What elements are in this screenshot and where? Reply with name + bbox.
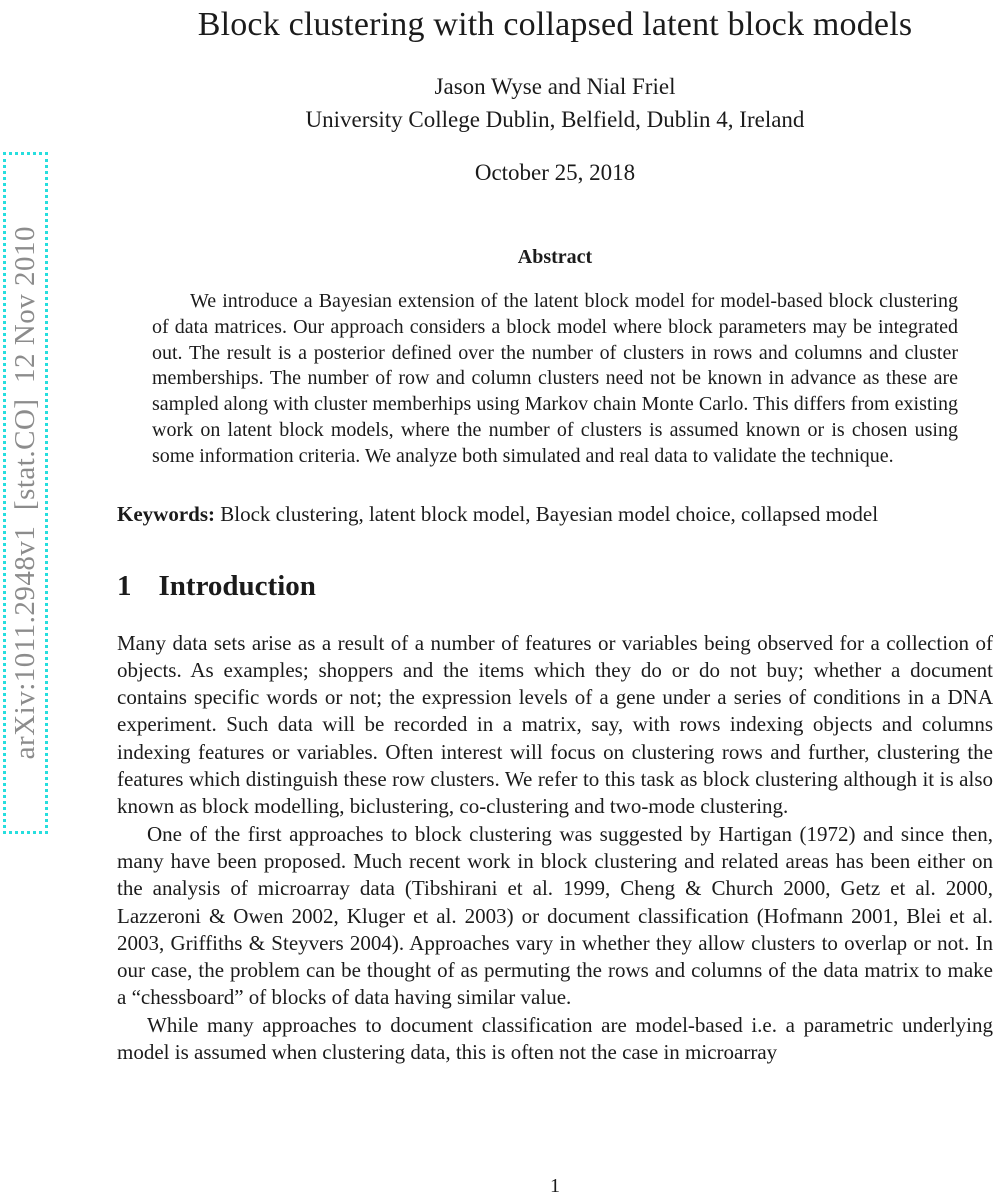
paper-authors: Jason Wyse and Nial Friel xyxy=(434,74,676,99)
intro-paragraph-3: While many approaches to document classification are model-based i.e. a parametric underlying model is assumed when clustering data, this is often not the case in microarray xyxy=(117,1012,993,1065)
intro-paragraph-1: Many data sets arise as a result of a number of features or variables being observed for a collection of objects. As examples; shoppers and the items which they do or do not buy; whether a document contains specific words or not; the expression levels of a gene under a series of conditions in a DNA experiment. Such data will be recorded in a matrix, say, with rows indexing objects and columns indexing features or variables. Often interest will focus on clustering rows and further, clustering the features which distinguish these row clusters. We refer to this task as block clustering although it is also known as block modelling, biclustering, co-clustering and two-mode clustering. xyxy=(117,630,993,819)
abstract-heading: Abstract xyxy=(517,246,593,268)
keywords-text: Block clustering, latent block model, Bayesian model choice, collapsed model xyxy=(215,501,879,526)
keywords-line xyxy=(117,501,993,528)
paper-content xyxy=(117,0,993,1066)
arxiv-identifier-text: arXiv:1011.2948v1 [stat.CO] 12 Nov 2010 xyxy=(9,226,41,760)
paper-affiliation: University College Dublin, Belfield, Dublin 4, Ireland xyxy=(305,107,805,132)
paper-date: October 25, 2018 xyxy=(474,160,636,185)
section-heading-introduction xyxy=(117,570,993,603)
abstract-block xyxy=(152,246,958,470)
page-number: 1 xyxy=(550,1175,560,1197)
section-number: 1 xyxy=(117,569,132,602)
keywords-label: Keywords: xyxy=(117,501,215,526)
arxiv-stamp-box xyxy=(3,152,48,834)
paper-title: Block clustering with collapsed latent block models xyxy=(197,6,913,43)
intro-paragraph-2: One of the first approaches to block clustering was suggested by Hartigan (1972) and since then, many have been proposed. Much recent work in block clustering and related areas has been either on the analysis of microarray data (Tibshirani et al. 1999, Cheng & Church 2000, Getz et al. 2000, Lazzeroni & Owen 2002, Kluger et al. 2003) or document classification (Hofmann 2001, Blei et al. 2003, Griffiths & Steyvers 2004). Approaches vary in whether they allow clusters to overlap or not. In our case, the problem can be thought of as permuting the rows and columns of the data matrix to make a “chessboard” of blocks of data having similar value. xyxy=(117,821,993,1010)
abstract-text: We introduce a Bayesian extension of the latent block model for model-based block clustering of data matrices. Our approach considers a block model where block parameters may be integrated out. The result is a posterior defined over the number of clusters in rows and columns and cluster memberships. The number of row and column clusters need not be known in advance as these are sampled along with cluster memberhips using Markov chain Monte Carlo. This differs from existing work on latent block models, where the number of clusters is assumed known or is chosen using some information criteria. We analyze both simulated and real data to validate the technique. xyxy=(152,290,958,467)
section-title: Introduction xyxy=(158,569,316,602)
